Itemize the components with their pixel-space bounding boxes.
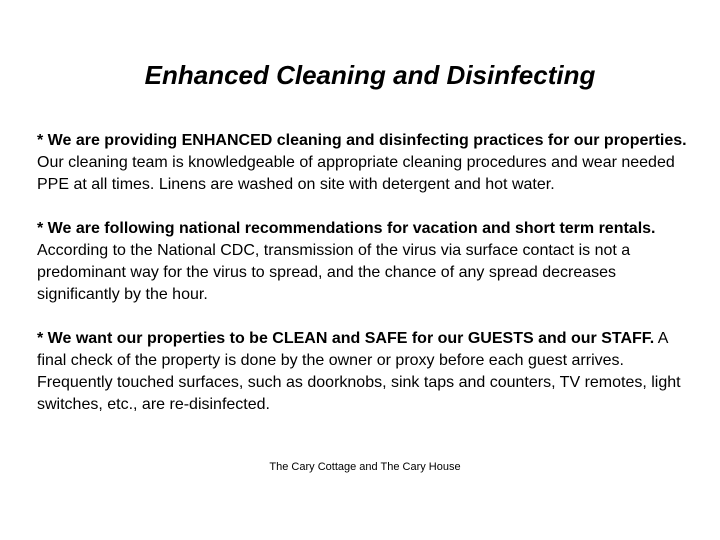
body-content: [37, 130, 697, 438]
paragraph-lead: * We are providing ENHANCED cleaning and disinfecting practices for our properties.: [37, 132, 687, 149]
paragraph-text: A final check of the property is done by the owner or proxy before each guest arrives. Frequently touched surfaces, such as doorknobs, sink taps and counters, TV remotes, light switches, etc., are re-disinfected.: [37, 330, 681, 413]
paragraph-text: Our cleaning team is knowledgeable of appropriate cleaning procedures and wear needed PPE at all times. Linens are washed on site with detergent and hot water.: [37, 154, 675, 193]
page-title: Enhanced Cleaning and Disinfecting: [144, 60, 596, 90]
paragraph-lead: * We are following national recommendations for vacation and short term rentals.: [37, 220, 656, 237]
paragraph-national-recommendations: [37, 218, 697, 306]
paragraph-enhanced-cleaning: [37, 130, 697, 196]
paragraph-lead: * We want our properties to be CLEAN and SAFE for our GUESTS and our STAFF.: [37, 330, 655, 347]
footer-caption: The Cary Cottage and The Cary House: [269, 461, 461, 473]
paragraph-clean-and-safe: [37, 328, 697, 416]
paragraph-text: According to the National CDC, transmission of the virus via surface contact is not a predominant way for the virus to spread, and the chance of any spread decreases significantly by the hour.: [37, 242, 631, 303]
